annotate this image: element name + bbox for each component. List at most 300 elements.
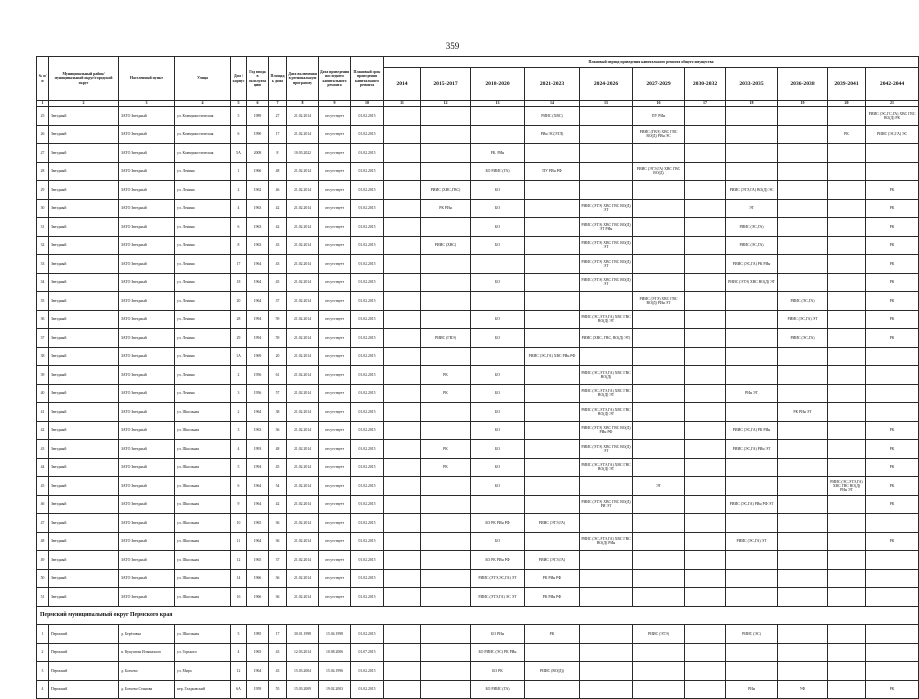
table-cell: ул. Школьная: [175, 477, 231, 496]
plan-cell: [685, 532, 726, 551]
table-cell: 5А: [231, 144, 247, 163]
plan-cell: РИИС (ЭС): [726, 625, 778, 644]
header-col: Площадь дома: [269, 57, 287, 101]
plan-cell: [633, 643, 685, 662]
table-cell: 19.02.2003: [319, 680, 351, 699]
plan-cell: [525, 144, 580, 163]
table-cell: Звездный: [49, 366, 119, 385]
plan-cell: РИИС (ЭС,ГА) ЭТ: [726, 532, 778, 551]
plan-cell: РИИС (ЭС,ГА) ЭТ: [778, 310, 828, 329]
table-row: [37, 551, 919, 570]
plan-cell: [525, 310, 580, 329]
plan-cell: [685, 569, 726, 588]
plan-cell: [726, 292, 778, 311]
plan-cell: [421, 643, 471, 662]
plan-cell: [828, 384, 866, 403]
table-cell: ЗАТО Звездный: [119, 199, 175, 218]
plan-cell: РК РИн: [421, 199, 471, 218]
table-cell: отсутствует: [319, 477, 351, 496]
table-cell: отсутствует: [319, 532, 351, 551]
table-cell: 47: [37, 514, 49, 533]
table-cell: 29: [231, 329, 247, 348]
plan-cell: РК: [421, 440, 471, 459]
column-number: 20: [828, 101, 866, 107]
table-cell: 61: [269, 366, 287, 385]
table-cell: 17: [269, 125, 287, 144]
header-plan-period: Плановый период проведения капитального ремонта общего имущества: [384, 57, 919, 68]
table-cell: 5: [231, 107, 247, 126]
table-cell: 59: [269, 329, 287, 348]
table-cell: 54: [269, 477, 287, 496]
table-row: [37, 569, 919, 588]
plan-cell: [685, 366, 726, 385]
table-cell: 01.02.2015: [351, 162, 384, 181]
plan-cell: [685, 199, 726, 218]
table-row: [37, 329, 919, 348]
plan-cell: [726, 310, 778, 329]
table-cell: ЗАТО Звездный: [119, 477, 175, 496]
plan-cell: РИИС (ЭС,ГА): [778, 292, 828, 311]
plan-cell: [685, 329, 726, 348]
plan-cell: РИИС (ЭС,ГА) РИн РФ ЭТ: [726, 495, 778, 514]
plan-cell: БО: [471, 403, 525, 422]
plan-cell: [471, 125, 525, 144]
plan-cell: [633, 181, 685, 200]
plan-cell: [633, 458, 685, 477]
table-cell: отсутствует: [319, 255, 351, 274]
plan-cell: [778, 551, 828, 570]
table-cell: Звездный: [49, 514, 119, 533]
table-cell: Звездный: [49, 144, 119, 163]
plan-cell: [384, 662, 421, 681]
header-col: Дом / корпус: [231, 57, 247, 101]
plan-cell: [685, 384, 726, 403]
table-row: [37, 347, 919, 366]
plan-cell: [384, 292, 421, 311]
table-cell: 37: [37, 329, 49, 348]
table-cell: 21.02.2014: [287, 273, 319, 292]
table-cell: отсутствует: [319, 162, 351, 181]
plan-cell: [421, 273, 471, 292]
table-cell: 45: [269, 273, 287, 292]
table-row: [37, 588, 919, 607]
table-cell: 21.02.2014: [287, 181, 319, 200]
table-cell: 12: [231, 551, 247, 570]
plan-cell: РИИС (ЭТЭ) ХВС ГВС ВО(Д) ЭТ: [580, 236, 633, 255]
table-cell: 43: [269, 236, 287, 255]
table-cell: ул. Ленина: [175, 255, 231, 274]
table-cell: ул. Коммунистическая: [175, 125, 231, 144]
plan-cell: [726, 125, 778, 144]
plan-cell: [828, 181, 866, 200]
table-cell: 17: [231, 255, 247, 274]
table-cell: отсутствует: [319, 107, 351, 126]
table-cell: 6: [231, 477, 247, 496]
plan-cell: [726, 458, 778, 477]
table-cell: 01.02.2015: [351, 199, 384, 218]
table-cell: ул. Горького: [175, 643, 231, 662]
plan-cell: [633, 273, 685, 292]
plan-cell: РИИС (ЭС,ЭТЭ,ГА) ХВС ГВС ВО(Д) ЭТ: [580, 403, 633, 422]
table-cell: ЗАТО Звездный: [119, 495, 175, 514]
plan-cell: [421, 625, 471, 644]
table-cell: 4: [231, 199, 247, 218]
plan-cell: [828, 625, 866, 644]
header-year: 2036-2038: [778, 68, 828, 101]
table-cell: 1963: [247, 236, 269, 255]
plan-cell: РИИС (ЭТЭ) ХВС ГВС ВО(Д) ЭТ: [580, 199, 633, 218]
table-cell: 1964: [247, 477, 269, 496]
table-cell: 21.02.2014: [287, 125, 319, 144]
plan-cell: РИИС (ЭТЭ,ГА): [525, 514, 580, 533]
table-cell: ул. Школьная: [175, 569, 231, 588]
plan-cell: [421, 495, 471, 514]
table-cell: 10.08.2006: [319, 643, 351, 662]
table-cell: 42: [269, 495, 287, 514]
plan-cell: [580, 551, 633, 570]
header-col: № п/п: [37, 57, 49, 101]
plan-cell: [726, 366, 778, 385]
plan-cell: [633, 236, 685, 255]
plan-cell: [384, 366, 421, 385]
plan-cell: [726, 588, 778, 607]
plan-cell: БО РИИС (ЭС) РК РИн: [471, 643, 525, 662]
table-cell: Пермский: [49, 680, 119, 699]
table-cell: 10.03.2022: [287, 144, 319, 163]
plan-cell: БО РИИС (ГА): [471, 680, 525, 699]
table-cell: ул. Ленина: [175, 181, 231, 200]
table-cell: 25: [37, 107, 49, 126]
table-row: [37, 292, 919, 311]
plan-cell: [384, 551, 421, 570]
table-cell: 1: [231, 162, 247, 181]
table-cell: ЗАТО Звездный: [119, 366, 175, 385]
plan-cell: [828, 569, 866, 588]
table-row: [37, 532, 919, 551]
header-year: 2018-2020: [471, 68, 525, 101]
plan-cell: РИИС (ГВЭ) ХВС ГВС ВО(Д) РИн ЭС: [633, 125, 685, 144]
plan-cell: [580, 144, 633, 163]
table-cell: ЗАТО Звездный: [119, 292, 175, 311]
table-cell: 01.02.2015: [351, 125, 384, 144]
table-cell: 1994: [247, 329, 269, 348]
table-cell: 20: [231, 292, 247, 311]
plan-cell: [866, 384, 919, 403]
table-cell: 21.02.2014: [287, 236, 319, 255]
table-row: [37, 199, 919, 218]
table-cell: Пермский: [49, 625, 119, 644]
table-cell: 6: [231, 218, 247, 237]
plan-cell: [778, 199, 828, 218]
table-cell: 1964: [247, 495, 269, 514]
plan-cell: РИИС (ЭТЭ) ХВС ГВС ВО(Д) ЭТ: [580, 440, 633, 459]
plan-cell: БО: [471, 273, 525, 292]
table-cell: 21.02.2014: [287, 421, 319, 440]
table-cell: 21.02.2014: [287, 162, 319, 181]
table-cell: 21.02.2014: [287, 107, 319, 126]
column-number: 12: [421, 101, 471, 107]
table-cell: 01.02.2015: [351, 551, 384, 570]
table-cell: 15.03.2004: [287, 662, 319, 681]
table-cell: 36: [269, 421, 287, 440]
plan-cell: [471, 292, 525, 311]
plan-cell: [866, 514, 919, 533]
table-cell: 1994: [247, 310, 269, 329]
column-number: 11: [384, 101, 421, 107]
plan-cell: [828, 329, 866, 348]
plan-cell: [384, 588, 421, 607]
table-cell: 45: [37, 477, 49, 496]
plan-cell: [685, 643, 726, 662]
plan-cell: [421, 421, 471, 440]
table-cell: Звездный: [49, 569, 119, 588]
plan-cell: РИИС (ХВС, ГВС, ВО(Д) ЭТ): [580, 329, 633, 348]
column-number: 3: [119, 101, 175, 107]
plan-cell: РИИС (ЭТЭ) ХВС ГВС ВО(Д) РИ ЭТ: [580, 495, 633, 514]
table-cell: 27: [269, 107, 287, 126]
plan-cell: [580, 477, 633, 496]
plan-cell: [421, 514, 471, 533]
table-cell: ул. Школьная: [175, 532, 231, 551]
table-cell: 36: [269, 569, 287, 588]
table-cell: 01.02.2015: [351, 107, 384, 126]
plan-cell: [685, 218, 726, 237]
plan-cell: [633, 144, 685, 163]
plan-cell: [866, 643, 919, 662]
plan-cell: БО: [471, 477, 525, 496]
plan-cell: [685, 310, 726, 329]
table-cell: 21.02.2014: [287, 514, 319, 533]
plan-cell: [866, 144, 919, 163]
header-row-top: [37, 57, 919, 68]
plan-cell: [726, 643, 778, 662]
table-cell: ул. Ленина: [175, 310, 231, 329]
plan-cell: РИИС (ЭС,ЭТЭ,ГА) ХВС ГВС ВО(Д): [580, 366, 633, 385]
table-cell: 43: [269, 662, 287, 681]
plan-cell: [421, 477, 471, 496]
table-cell: 01.07.2015: [351, 643, 384, 662]
table-cell: ул. Коммунистическая: [175, 144, 231, 163]
table-cell: 12: [231, 662, 247, 681]
column-number: 5: [231, 101, 247, 107]
plan-cell: [525, 680, 580, 699]
table-cell: 21.02.2014: [287, 569, 319, 588]
plan-cell: [685, 477, 726, 496]
table-row: [37, 514, 919, 533]
table-cell: 01.02.2015: [351, 532, 384, 551]
plan-cell: РИИС (ЭТЭ): [633, 625, 685, 644]
plan-cell: БО: [471, 329, 525, 348]
column-number: 6: [247, 101, 269, 107]
header-col: Населенный пункт: [119, 57, 175, 101]
table-cell: 30: [37, 199, 49, 218]
table-cell: 1964: [247, 255, 269, 274]
plan-cell: РИИС (ГВЭ): [421, 329, 471, 348]
table-cell: 46: [37, 495, 49, 514]
plan-cell: [726, 162, 778, 181]
table-cell: 1969: [247, 347, 269, 366]
table-cell: 21.02.2014: [287, 403, 319, 422]
table-cell: Звездный: [49, 440, 119, 459]
plan-cell: [828, 421, 866, 440]
table-cell: 01.02.2015: [351, 625, 384, 644]
plan-cell: РИИС (ЭС,ГА) РИн ЭТ: [726, 440, 778, 459]
plan-cell: [726, 662, 778, 681]
plan-cell: [828, 273, 866, 292]
plan-cell: [421, 588, 471, 607]
table-cell: отсутствует: [319, 421, 351, 440]
table-cell: ул. Ленина: [175, 218, 231, 237]
table-cell: 21.02.2014: [287, 477, 319, 496]
plan-cell: [421, 662, 471, 681]
plan-cell: [866, 569, 919, 588]
plan-cell: РК. РИн: [471, 144, 525, 163]
plan-cell: РК: [866, 255, 919, 274]
plan-cell: [828, 292, 866, 311]
table-cell: 1963: [247, 218, 269, 237]
plan-cell: [633, 384, 685, 403]
plan-cell: [580, 107, 633, 126]
plan-cell: РИн: [726, 680, 778, 699]
plan-cell: [580, 569, 633, 588]
plan-cell: [685, 495, 726, 514]
table-cell: 1990: [247, 125, 269, 144]
table-cell: 2: [231, 181, 247, 200]
plan-cell: [685, 588, 726, 607]
plan-cell: [384, 477, 421, 496]
table-row: [37, 273, 919, 292]
plan-cell: БО РИИС (ГА): [471, 162, 525, 181]
table-cell: ЗАТО Звездный: [119, 218, 175, 237]
plan-cell: [580, 643, 633, 662]
plan-cell: [525, 181, 580, 200]
table-row: [37, 495, 919, 514]
plan-cell: ЭТ: [726, 199, 778, 218]
plan-cell: [778, 495, 828, 514]
table-cell: 55: [269, 680, 287, 699]
plan-cell: [685, 421, 726, 440]
section-row: [37, 606, 919, 625]
plan-cell: РИИС (ЭТЭ,ГА) ЭС ЭТ: [471, 588, 525, 607]
plan-cell: [525, 273, 580, 292]
plan-cell: [778, 181, 828, 200]
table-cell: Звездный: [49, 292, 119, 311]
plan-cell: [778, 569, 828, 588]
plan-cell: БО: [471, 310, 525, 329]
table-cell: 45: [269, 458, 287, 477]
plan-cell: [580, 162, 633, 181]
column-number: 2: [49, 101, 119, 107]
table-cell: 6А: [231, 680, 247, 699]
table-cell: 20: [269, 347, 287, 366]
table-cell: пер. Гладковский: [175, 680, 231, 699]
plan-cell: РК: [866, 199, 919, 218]
plan-cell: [633, 514, 685, 533]
plan-cell: БО: [471, 199, 525, 218]
table-cell: Звездный: [49, 329, 119, 348]
plan-cell: БО РК: [471, 662, 525, 681]
table-cell: 1966: [247, 588, 269, 607]
table-cell: 21.02.2014: [287, 310, 319, 329]
table-cell: 6: [231, 125, 247, 144]
plan-cell: [685, 551, 726, 570]
table-cell: Звездный: [49, 162, 119, 181]
table-cell: д. Берёзовка: [119, 625, 175, 644]
plan-cell: [685, 292, 726, 311]
table-cell: ул. Ленина: [175, 236, 231, 255]
table-cell: 48: [37, 532, 49, 551]
table-cell: Пермский: [49, 662, 119, 681]
table-cell: 16: [231, 588, 247, 607]
table-cell: отсутствует: [319, 329, 351, 348]
table-cell: ЗАТО Звездный: [119, 162, 175, 181]
plan-cell: [384, 181, 421, 200]
table-cell: 3: [231, 384, 247, 403]
table-cell: 01.02.2015: [351, 514, 384, 533]
plan-cell: [471, 347, 525, 366]
plan-cell: [421, 347, 471, 366]
table-cell: 17: [269, 625, 287, 644]
table-cell: 1985: [247, 625, 269, 644]
table-cell: д. Ботьево Сеннова: [119, 680, 175, 699]
plan-cell: РК: [866, 495, 919, 514]
plan-cell: РИИС (ЭС,ЭТЭ,ГА) ХВС ГВС ВО(Д) РИн: [580, 532, 633, 551]
plan-cell: [866, 162, 919, 181]
plan-cell: [828, 107, 866, 126]
table-cell: ЗАТО Звездный: [119, 569, 175, 588]
column-number: 15: [580, 101, 633, 107]
table-cell: 43: [269, 643, 287, 662]
table-cell: ЗАТО Звездный: [119, 384, 175, 403]
plan-cell: [471, 495, 525, 514]
plan-cell: РИИС (ЭС,ЭТЭ,ГА) ХВС ГВС ВО(Д) ЭТ: [580, 458, 633, 477]
table-cell: 1963: [247, 421, 269, 440]
table-cell: 26: [37, 125, 49, 144]
table-cell: 4: [231, 440, 247, 459]
plan-cell: [685, 514, 726, 533]
table-cell: 11: [231, 532, 247, 551]
plan-cell: РК: [421, 384, 471, 403]
plan-cell: БО РК РИн РФ: [471, 551, 525, 570]
table-cell: ЗАТО Звездный: [119, 421, 175, 440]
plan-cell: БО: [471, 532, 525, 551]
plan-cell: [633, 329, 685, 348]
table-cell: отсутствует: [319, 273, 351, 292]
plan-cell: РИИС (ЭС,ГА) РК РИн: [726, 421, 778, 440]
table-cell: ЗАТО Звездный: [119, 181, 175, 200]
table-cell: 1964: [247, 292, 269, 311]
plan-cell: [580, 625, 633, 644]
table-cell: 32: [37, 236, 49, 255]
table-cell: 01.02.2015: [351, 273, 384, 292]
table-cell: 29: [37, 181, 49, 200]
table-row: [37, 236, 919, 255]
plan-cell: РИн ЭС(ЭТЛ): [525, 125, 580, 144]
plan-cell: РИИС (ХВС): [421, 236, 471, 255]
plan-cell: [633, 199, 685, 218]
plan-cell: [525, 421, 580, 440]
plan-cell: БО: [471, 236, 525, 255]
plan-cell: [384, 532, 421, 551]
table-row: [37, 440, 919, 459]
table-cell: отсутствует: [319, 514, 351, 533]
plan-cell: [421, 255, 471, 274]
header-col: Дата проведения последнего капитального ремонта: [319, 57, 351, 101]
plan-cell: РИИС (ЭТЭ) ХВС ГВС ВО(Д) ЭТ: [580, 255, 633, 274]
plan-cell: [685, 162, 726, 181]
header-col: Дата включения в региональную программу: [287, 57, 319, 101]
table-cell: 35: [37, 292, 49, 311]
